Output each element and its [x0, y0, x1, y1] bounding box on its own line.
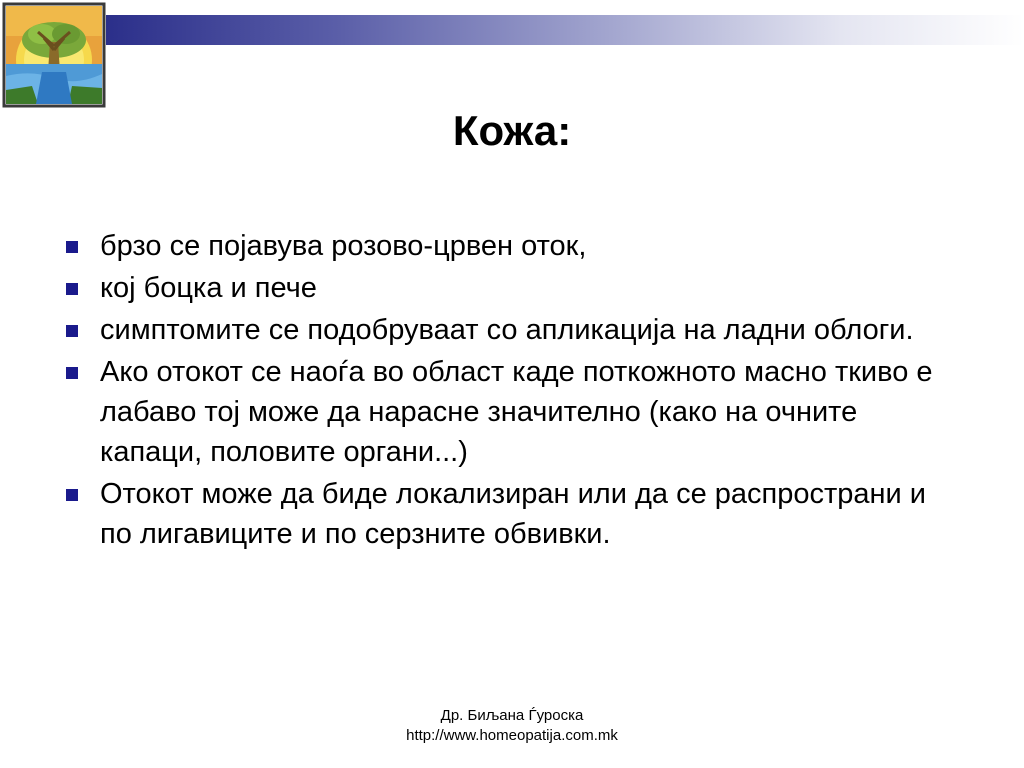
square-bullet-icon	[66, 367, 78, 379]
header-gradient-bar	[106, 15, 1024, 45]
bullet-list	[64, 226, 964, 556]
footer-author: Др. Биљана Ѓуроска	[440, 707, 584, 724]
slide-title: Кожа:	[452, 107, 572, 154]
list-item	[64, 268, 964, 308]
list-item	[64, 474, 964, 554]
list-item	[64, 352, 964, 472]
list-item	[64, 226, 964, 266]
bullet-text: кој боцка и пече	[100, 272, 317, 304]
footer-url[interactable]: http://www.homeopatija.com.mk	[406, 727, 618, 744]
square-bullet-icon	[66, 325, 78, 337]
bullet-text: Отокот може да биде локализиран или да се распространи и по лигавиците и по серзните обвивки.	[100, 478, 927, 550]
square-bullet-icon	[66, 283, 78, 295]
list-item	[64, 310, 964, 350]
footer	[0, 706, 1024, 746]
bullet-text: брзо се појавува розово-црвен оток,	[100, 230, 587, 262]
bullet-text: Ако отокот се наоѓа во област каде поткожното масно ткиво е лабаво тој може да нарасне значително (како на очните капаци, половите органи...)	[100, 356, 933, 468]
tree-logo-icon	[2, 2, 106, 108]
bullet-text: симптомите се подобруваат со апликација на ладни облоги.	[100, 314, 914, 346]
square-bullet-icon	[66, 241, 78, 253]
square-bullet-icon	[66, 489, 78, 501]
